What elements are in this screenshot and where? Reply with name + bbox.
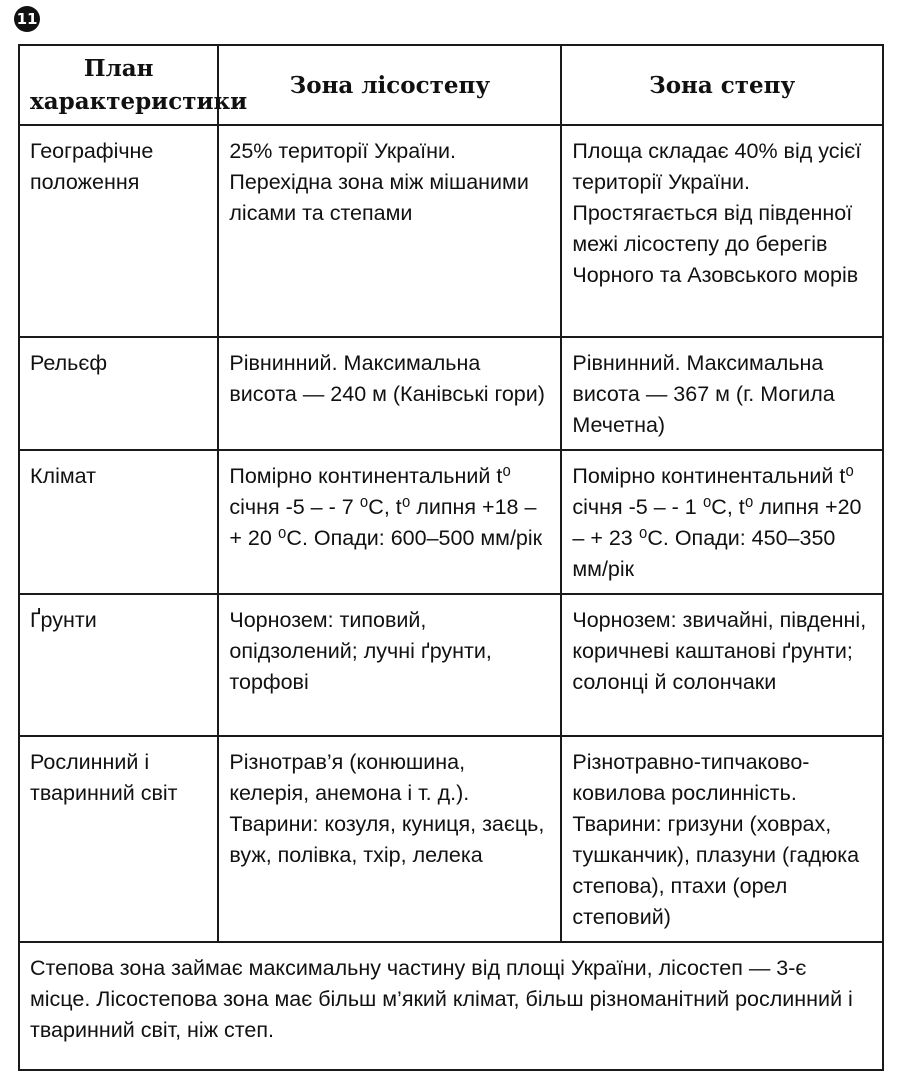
forest-steppe-cell: Помірно континентальний t⁰ січня -5 – - 7 ⁰С, t⁰ липня +18 – + 20 ⁰С. Опади: 600–500 мм/рік [218,450,561,594]
row-label: Рельєф [19,337,218,450]
table-row [19,337,883,450]
table-row [19,594,883,736]
table-header-row [19,45,883,125]
summary-text: Степова зона займає максимальну частину від площі України, лісостеп — 3-є місце. Лісостепова зона має більш м’який клімат, більш різноманітний рослинний і тваринний світ, ніж степ. [19,942,883,1070]
header-steppe: Зона степу [561,45,883,125]
header-forest-steppe: Зона лісостепу [218,45,561,125]
row-label: Ґрунти [19,594,218,736]
zones-comparison-table [18,44,884,1071]
steppe-cell: Рівнинний. Максимальна висота — 367 м (г. Могила Мечетна) [561,337,883,450]
forest-steppe-cell: Рівнинний. Максимальна висота — 240 м (Канівські гори) [218,337,561,450]
steppe-cell: Помірно континентальний t⁰ січня -5 – - 1 ⁰С, t⁰ липня +20 – + 23 ⁰С. Опади: 450–350 мм/рік [561,450,883,594]
task-number-badge: 11 [14,6,40,32]
forest-steppe-cell: Різнотрав’я (конюшина, келерія, анемона і т. д.). Тварини: козуля, куниця, заєць, вуж, полівка, тхір, лелека [218,736,561,942]
steppe-cell: Чорнозем: звичайні, південні, коричневі каштанові ґрунти; солонці й солончаки [561,594,883,736]
table-row [19,736,883,942]
summary-row [19,942,883,1070]
steppe-cell: Різнотравно-типчаково-ковилова рослинність. Тварини: гризуни (ховрах, тушканчик), плазуни (гадюка степова), птахи (орел степовий) [561,736,883,942]
table-row [19,125,883,337]
row-label: Клімат [19,450,218,594]
steppe-cell: Площа складає 40% від усієї території України. Простягається від південної межі лісостепу до берегів Чорного та Азовського морів [561,125,883,337]
table-row [19,450,883,594]
row-label: Рослинний і тваринний світ [19,736,218,942]
row-label: Географічне положення [19,125,218,337]
header-plan: План характеристики [19,45,218,125]
forest-steppe-cell: Чорнозем: типовий, опідзолений; лучні ґрунти, торфові [218,594,561,736]
forest-steppe-cell: 25% території України. Перехідна зона між мішаними лісами та степами [218,125,561,337]
